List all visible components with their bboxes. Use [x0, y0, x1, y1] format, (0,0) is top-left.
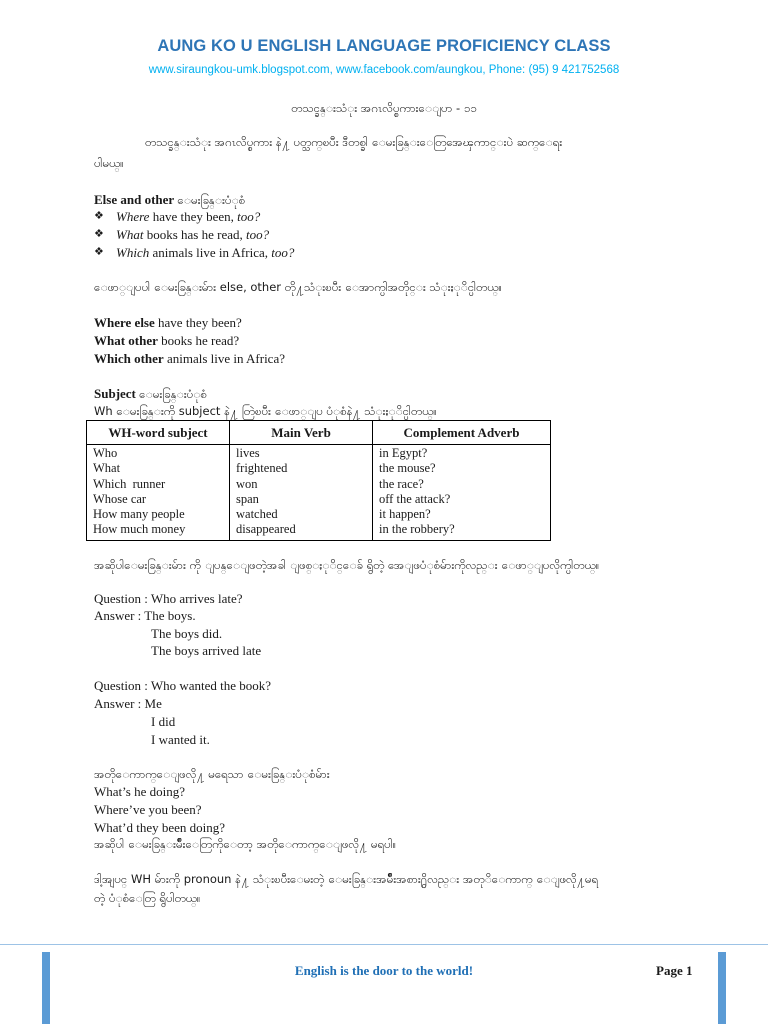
table-header: Complement Adverb — [373, 421, 551, 445]
else-other-heading-en: Else and other — [94, 192, 175, 207]
table-row — [87, 507, 551, 522]
subject-heading-en: Subject — [94, 386, 136, 401]
example-end: too? — [237, 209, 261, 224]
table-row — [87, 477, 551, 492]
example-end: too? — [271, 245, 295, 260]
table-cell: Who — [87, 445, 230, 462]
intro-line-2: ပါမယ္။ — [94, 156, 124, 170]
answer-bold: Which other — [94, 351, 164, 366]
table-header-row — [87, 421, 551, 445]
bullet-icon: ❖ — [94, 210, 104, 222]
wh-subject-table — [86, 420, 551, 541]
else-other-heading-my: ေမးခြန္းပံုစံ — [177, 193, 246, 207]
table-cell: lives — [230, 445, 373, 462]
contraction-line: What’s he doing? — [94, 784, 185, 799]
qa1-question: Question : Who arrives late? — [94, 591, 243, 606]
contractions-note: အဆိုပါ ေမးခြန္းမ်ဳိးေတြကိုေတာ့ အတိုေကာက္ေျဖလို႔ မရပါ။ — [94, 837, 397, 851]
table-cell: in Egypt? — [373, 445, 551, 462]
example-wh: What — [116, 227, 144, 242]
after-table-text: အဆိုပါေမးခြန္းမ်ား ကို ျပန္ေျဖတဲ့အခါ ျဖစ္ႏုိင္ေခ် ရွိတဲ့ အေျဖပံုစံမ်ားကိုလည္း ေဖာ္ျပလိုက္ပါတယ္။ — [94, 558, 600, 572]
example-rest: have they been, — [149, 209, 238, 224]
example-line-1 — [116, 208, 260, 225]
subject-explain: Wh ေမးခြန္းကို subject နဲ႔ တြဲၿပီး ေဖာ္ျပ ပံုစံနဲ႔ သံုးႏုိင္ပါတယ္။ — [94, 404, 437, 418]
table-cell: off the attack? — [373, 492, 551, 507]
table-cell: span — [230, 492, 373, 507]
else-other-heading — [94, 191, 245, 209]
bullet-icon: ❖ — [94, 246, 104, 258]
table-row — [87, 445, 551, 462]
answer-line-1 — [94, 314, 242, 331]
table-cell: won — [230, 477, 373, 492]
answer-rest: have they been? — [154, 315, 242, 330]
lesson-title: တသင္ခန္းသံုး အဂၤလိပ္စကားေျပာ - ၁၁ — [291, 101, 477, 115]
table-cell: frightened — [230, 461, 373, 476]
table-cell: the mouse? — [373, 461, 551, 476]
qa2-answer-alt: I wanted it. — [151, 732, 210, 747]
example-rest: books has he read, — [143, 227, 246, 242]
page-number: Page 1 — [656, 963, 693, 978]
closing-line-2: တဲ့ ပံုစံေတြ ရွိပါတယ္။ — [94, 891, 201, 905]
table-cell: What — [87, 461, 230, 476]
intro-line-1: တသင္ခန္းသံုး အဂၤလိပ္စကား နဲ႔ ပတ္သက္ၿပီး ဒီတစ္ခါ ေမးခြန္းေတြအေၾကာင္းပဲ ဆက္ေရး — [145, 135, 563, 149]
qa2-question: Question : Who wanted the book? — [94, 678, 272, 693]
table-row — [87, 461, 551, 476]
contractions-heading: အတိုေကာက္ေျဖလို႔ မရေသာ ေမးခြန္းပံုစံမ်ား — [94, 767, 330, 781]
table-header: Main Verb — [230, 421, 373, 445]
footer-motto: English is the door to the world! — [294, 963, 474, 978]
answer-bold: Where else — [94, 315, 155, 330]
table-cell: How many people — [87, 507, 230, 522]
footer-divider — [0, 944, 768, 945]
table-cell: it happen? — [373, 507, 551, 522]
example-rest: animals live in Africa, — [149, 245, 272, 260]
qa2-answer: Answer : Me — [94, 696, 162, 711]
else-other-explain: ေဖာ္ျပပါ ေမးခြန္းမ်ား else, other တို႔သံုးၿပီး ေအာက္ပါအတိုင္း သံုးႏုိင္ပါတယ္။ — [94, 280, 502, 294]
table-cell: Which runner — [87, 477, 230, 492]
qa1-answer: Answer : The boys. — [94, 608, 196, 623]
qa1-answer-alt: The boys arrived late — [151, 643, 262, 658]
table-row — [87, 522, 551, 540]
header-title: AUNG KO U ENGLISH LANGUAGE PROFICIENCY CLASS — [157, 37, 611, 55]
example-end: too? — [245, 227, 270, 242]
table-cell: Whose car — [87, 492, 230, 507]
table-cell: How much money — [87, 522, 230, 540]
example-line-2 — [116, 226, 269, 243]
table-row — [87, 492, 551, 507]
table-cell: watched — [230, 507, 373, 522]
answer-line-3 — [94, 350, 285, 367]
qa1-answer-alt: The boys did. — [151, 626, 223, 641]
closing-line-1: ဒါ့အျပင္ WH မ်ားကို pronoun နဲ႔ သံုးၿပီးေမးတဲ့ ေမးခြန္းအမ်ဳိးအစား႐ွိလည္း အတုိေကာက္ ေျဖလို႔မရ — [94, 872, 599, 886]
bullet-icon: ❖ — [94, 228, 104, 240]
table-header: WH-word subject — [87, 421, 230, 445]
answer-rest: animals live in Africa? — [163, 351, 285, 366]
answer-line-2 — [94, 332, 239, 349]
example-line-3 — [116, 244, 294, 261]
subject-heading-my: ေမးခြန္းပံုစံ — [139, 387, 207, 401]
qa2-answer-alt: I did — [151, 714, 176, 729]
header-contact[interactable]: www.siraungkou-umk.blogspot.com, www.facebook.com/aungkou, Phone: (95) 9 421752568 — [148, 64, 620, 76]
table-cell: in the robbery? — [373, 522, 551, 540]
contraction-line: Where’ve you been? — [94, 802, 202, 817]
answer-rest: books he read? — [157, 333, 240, 348]
contraction-line: What’d they been doing? — [94, 820, 226, 835]
subject-heading — [94, 385, 207, 403]
example-wh: Where — [116, 209, 150, 224]
answer-bold: What other — [94, 333, 158, 348]
table-cell: disappeared — [230, 522, 373, 540]
table-cell: the race? — [373, 477, 551, 492]
example-wh: Which — [116, 245, 150, 260]
